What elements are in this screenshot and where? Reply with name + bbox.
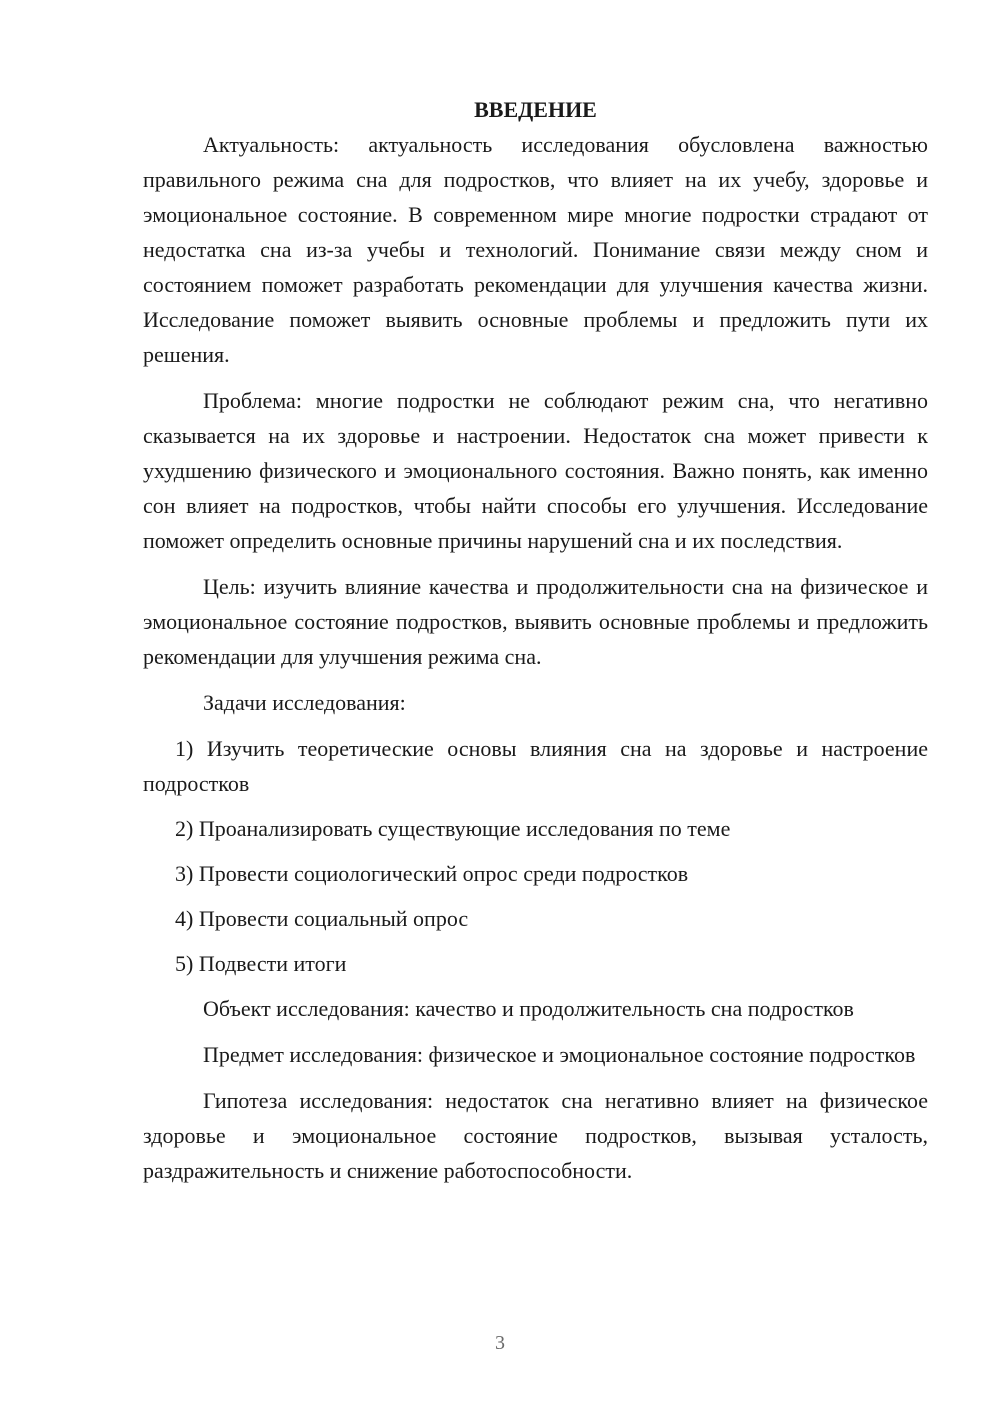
task-item: 1) Изучить теоретические основы влияния сна на здоровье и настроение подростков [143,736,928,796]
task-item: 2) Проанализировать существующие исследования по теме [175,816,731,841]
document-title: ВВЕДЕНИЕ [474,97,597,122]
tasks-heading: Задачи исследования: [203,690,406,715]
paragraph-relevance: Актуальность: актуальность исследования обусловлена важностью правильного режима сна для подростков, что влияет на их учебу, здоровье и эмоциональное состояние. В современном мире многие подростки страдают от недостатка сна из-за учебы и технологий. Понимание связи между сном и состоянием поможет разработать рекомендации для улучшения качества жизни. Исследование поможет выявить основные проблемы и предложить пути их решения. [143,132,928,367]
paragraph-problem: Проблема: многие подростки не соблюдают режим сна, что негативно сказывается на их здоровье и настроении. Недостаток сна может привести к ухудшению физического и эмоционального состояния. Важно понять, как именно сон влияет на подростков, чтобы найти способы его улучшения. Исследование поможет определить основные причины нарушений сна и их последствия. [143,388,928,553]
paragraph-subject: Предмет исследования: физическое и эмоциональное состояние подростков [203,1042,916,1067]
document-page [143,92,928,1199]
paragraph-goal: Цель: изучить влияние качества и продолжительности сна на физическое и эмоциональное состояние подростков, выявить основные проблемы и предложить рекомендации для улучшения режима сна. [143,574,928,669]
task-item: 3) Провести социологический опрос среди подростков [175,861,689,886]
paragraph-object: Объект исследования: качество и продолжительность сна подростков [203,996,854,1021]
paragraph-hypothesis: Гипотеза исследования: недостаток сна негативно влияет на физическое здоровье и эмоциональное состояние подростков, вызывая усталость, раздражительность и снижение работоспособности. [143,1088,928,1183]
page-number: 3 [495,1332,505,1354]
task-item: 4) Провести социальный опрос [175,906,469,931]
task-item: 5) Подвести итоги [175,951,347,976]
